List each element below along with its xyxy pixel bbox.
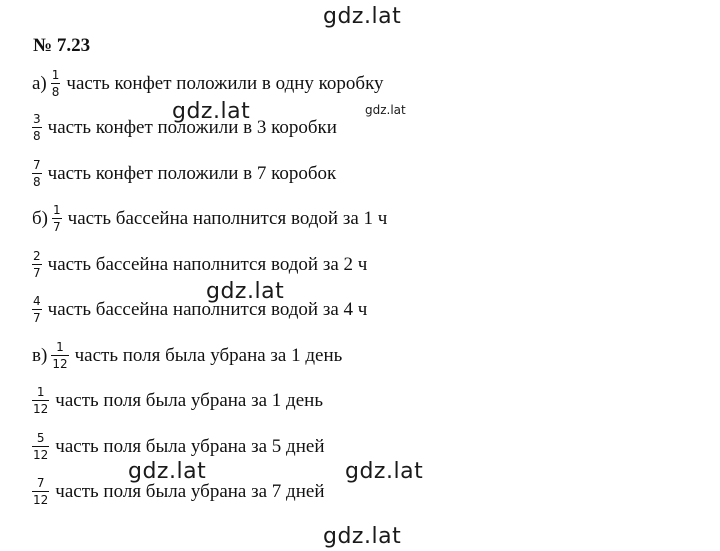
- denominator: 8: [33, 129, 41, 143]
- watermark-center: gdz.lat: [206, 279, 285, 304]
- fraction: [51, 341, 68, 370]
- numerator: 5: [36, 431, 45, 445]
- numerator: 7: [33, 158, 41, 172]
- line-text: часть поля была убрана за 1 день: [74, 345, 343, 366]
- fraction: [32, 113, 42, 142]
- denominator: 7: [53, 220, 61, 234]
- line-text: часть бассейна наполнится водой за 1 ч: [67, 208, 388, 229]
- answer-line: [32, 113, 337, 142]
- denominator: 12: [33, 402, 49, 416]
- answer-line: [32, 295, 367, 324]
- line-text: часть конфет положили в 7 коробок: [47, 163, 337, 184]
- part-label: б): [32, 208, 48, 229]
- answer-line: [32, 159, 336, 188]
- answer-line: [32, 341, 342, 370]
- denominator: 8: [51, 85, 60, 99]
- watermark-bottom-right: gdz.lat: [345, 459, 424, 484]
- numerator: 4: [33, 294, 41, 308]
- answer-line: [32, 69, 384, 98]
- numerator: 1: [53, 203, 61, 217]
- denominator: 12: [33, 448, 49, 462]
- line-text: часть поля была убрана за 7 дней: [55, 481, 325, 502]
- line-text: часть бассейна наполнится водой за 4 ч: [47, 299, 368, 320]
- line-text: часть конфет положили в одну коробку: [66, 73, 384, 94]
- denominator: 8: [33, 175, 41, 189]
- numerator: 1: [56, 340, 64, 354]
- numerator: 1: [36, 385, 45, 399]
- fraction: [32, 295, 42, 324]
- part-label: в): [32, 345, 48, 366]
- fraction: [32, 250, 42, 279]
- watermark-bottom-left: gdz.lat: [128, 459, 207, 484]
- fraction: [32, 477, 49, 506]
- denominator: 12: [33, 493, 49, 507]
- watermark-bottom: gdz.lat: [323, 524, 402, 549]
- line-text: часть бассейна наполнится водой за 2 ч: [47, 254, 368, 275]
- watermark-small: gdz.lat: [365, 103, 406, 117]
- problem-number: № 7.23: [33, 35, 91, 56]
- denominator: 7: [33, 311, 41, 325]
- fraction: [52, 204, 62, 233]
- denominator: 7: [33, 266, 41, 280]
- line-text: часть поля была убрана за 5 дней: [55, 436, 325, 457]
- answer-line: [32, 204, 387, 233]
- answer-line: [32, 477, 324, 506]
- numerator: 2: [33, 249, 41, 263]
- line-text: часть конфет положили в 3 коробки: [47, 117, 337, 138]
- fraction: [32, 159, 42, 188]
- part-label: а): [32, 73, 47, 94]
- watermark-top: gdz.lat: [323, 4, 402, 29]
- numerator: 3: [33, 112, 41, 126]
- fraction: [32, 432, 49, 461]
- watermark-mid-left: gdz.lat: [172, 99, 251, 124]
- numerator: 1: [51, 68, 60, 82]
- line-text: часть поля была убрана за 1 день: [55, 390, 323, 411]
- numerator: 7: [36, 476, 45, 490]
- fraction: [51, 69, 61, 98]
- answer-line: [32, 386, 323, 415]
- answer-line: [32, 432, 324, 461]
- answer-line: [32, 250, 367, 279]
- denominator: 12: [52, 357, 68, 371]
- fraction: [32, 386, 49, 415]
